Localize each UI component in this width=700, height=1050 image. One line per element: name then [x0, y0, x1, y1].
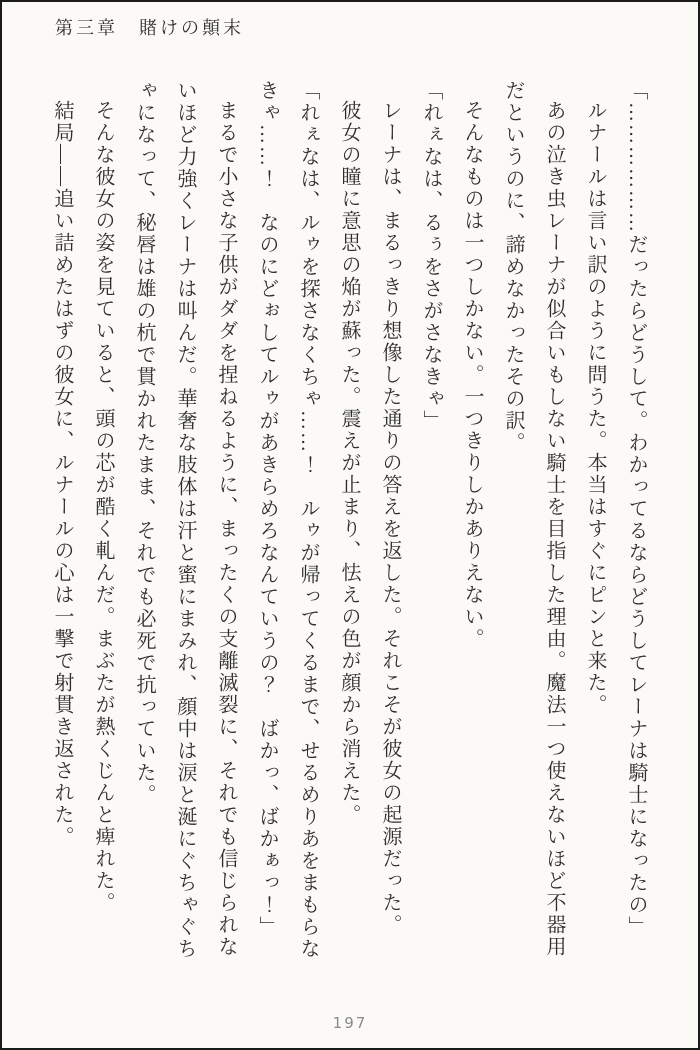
paragraph: 「れぇなは、るぅをさがさなきゃ」: [420, 80, 442, 432]
paragraph: そんな彼女の姿を見ていると、頭の芯が酷く軋んだ。まぶたが熱くじんと痺れた。: [92, 100, 114, 914]
page-number: 197: [332, 1014, 368, 1032]
paragraph: 彼女の瞳に意思の焔が蘇った。震えが止まり、怯えの色が顔から消えた。: [338, 100, 360, 826]
chapter-header: 第三章 賭けの顛末: [55, 18, 244, 38]
paragraph: そんなものは一つしかない。一つきりしかありえない。: [461, 100, 483, 650]
paragraph: レーナは、まるっきり想像した通りの答えを返した。それこそが彼女の起源だった。: [379, 100, 401, 936]
paragraph: あの泣き虫レーナが似合いもしない騎士を目指した理由。魔法一つ使えないほど不器用だというのに、諦めなかったその訳。: [502, 80, 565, 958]
page-text: [38, 80, 656, 970]
paragraph: まるで小さな子供がダダを捏ねるように、まったくの支離滅裂に、それでも信じられないほど力強くレーナは叫んだ。華奢な肢体は汗と蜜にまみれ、顔中は涙と涎にぐちゃぐちゃになって、秘唇は雄の杭で貫かれたまま、それでも必死で抗っていた。: [133, 80, 237, 960]
paragraph: ルナールは言い訳のように問うた。本当はすぐにピンと来た。: [584, 100, 606, 716]
paragraph: 「れぇなは、ルゥを探さなくちゃ……！ ルゥが帰ってくるまで、せるめりあをまもらなきゃ……！ なのにどぉしてルゥがあきらめろなんていうの？ ばかっ、ばかぁっ！」: [256, 80, 319, 960]
paragraph: 結局――追い詰めたはずの彼女に、ルナールの心は一撃で射貫き返された。: [51, 100, 73, 848]
paragraph: 「………………だったらどうして。わかってるならどうしてレーナは騎士になったの」: [625, 80, 647, 938]
